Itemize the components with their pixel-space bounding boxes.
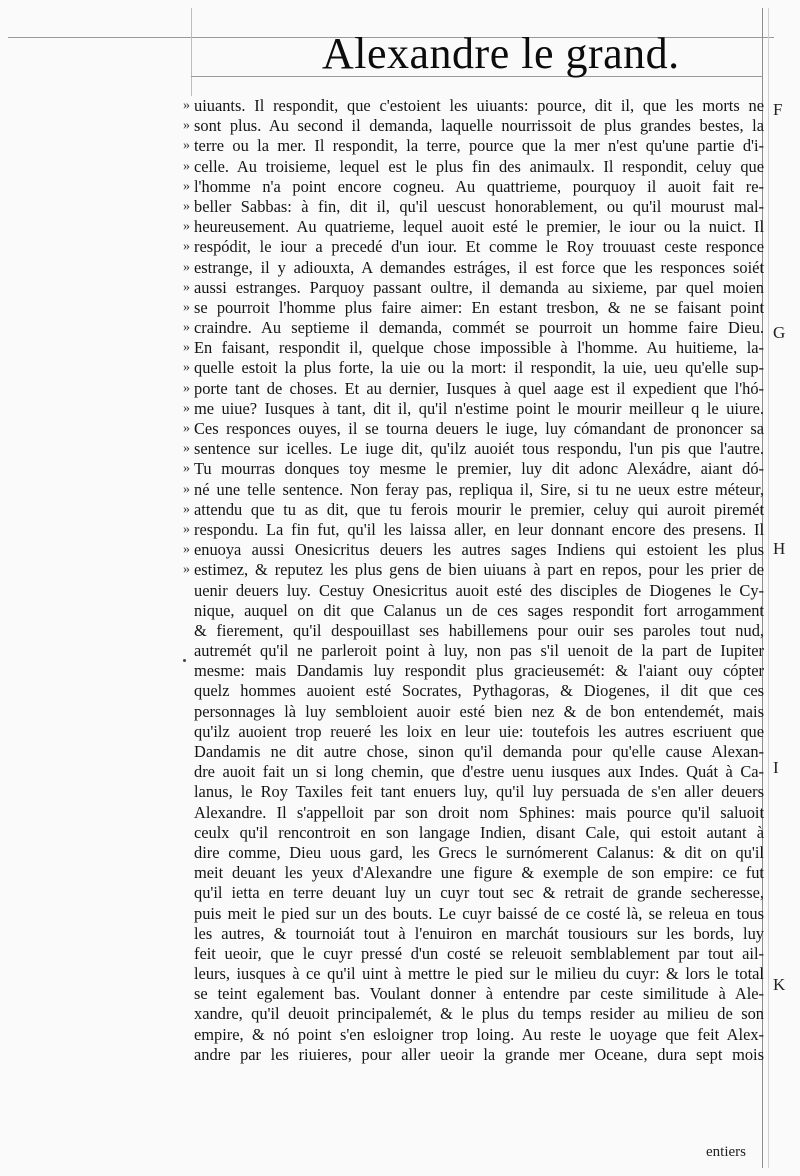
margin-quote-mark: » — [183, 299, 190, 315]
signature-mark-h: H — [773, 539, 786, 558]
text-line: Ces responces ouyes, il se tourna deuers le iuge, luy cómandant de prononcer sa — [194, 419, 764, 438]
margin-quote-mark: » — [183, 178, 190, 194]
text-line: & fierement, qu'il despouillast ses habillemens pour ouir ses paroles tout nud, — [194, 620, 764, 640]
margin-quote-mark: » — [183, 198, 190, 214]
margin-quote-mark: » — [183, 98, 190, 113]
text-line: Dandamis ne dit autre chose, sinon qu'il demanda pour qu'elle cause Alexan- — [194, 742, 764, 761]
margin-quote-mark: » — [183, 380, 190, 396]
text-line: attendu que tu as dit, que tu ferois mourir le premier, celuy qui auroit piremét — [194, 499, 764, 519]
text-line: nique, auquel on dit que Calanus un de ces sages respondit fort arrogamment — [194, 600, 764, 620]
text-line: quelz hommes auoient esté Socrates, Pythagoras, & Diogenes, il dit que ces — [194, 681, 764, 701]
margin-quote-mark: » — [183, 239, 190, 255]
text-line: respondu. La fin fut, qu'il les laissa aller, en leur donnant encore des presens. Il — [194, 519, 764, 539]
margin-dot — [183, 659, 186, 662]
signature-mark-g: G — [773, 323, 786, 342]
text-line: dire comme, Dieu uous gard, les Grecs le surnómerent Calanus: & dit on qu'il — [194, 842, 764, 862]
margin-quote-mark: » — [183, 360, 190, 376]
text-line: autremét qu'il ne parleroit point à luy, non pas s'il uenoit de la part de Iupiter — [194, 641, 764, 661]
signature-mark-i: I — [773, 758, 779, 777]
margin-quote-mark: » — [183, 219, 190, 235]
margin-quote-mark: » — [183, 481, 190, 497]
text-line: leurs, iusques à ce qu'il uint à mettre le pied sur le milieu du cuyr: & lors le total — [194, 964, 764, 984]
text-line: En faisant, respondit il, quelque chose impossible à l'homme. Au huitieme, la- — [194, 338, 764, 358]
margin-quote-mark: » — [183, 279, 190, 295]
text-line: ceulx qu'il rencontroit en son langage Indien, disant Cale, qui estoit autant à — [194, 822, 764, 842]
text-line: aussi estranges. Parquoy passant oultre, il demanda au sixieme, par quel moien — [194, 277, 764, 297]
text-line: mesme: mais Dandamis luy respondit plus gracieusemét: & l'aiant ouy cópter — [194, 661, 764, 681]
text-line: se pourroit l'homme plus faire aimer: En estant tresbon, & ne se faisant point — [194, 297, 764, 317]
text-line: né une telle sentence. Non feray pas, repliqua il, Sire, si tu ne ueux estre méteur, — [194, 479, 764, 499]
text-line: Alexandre. Il s'appelloit par son droit nom Sphines: mais pource qu'il saluoit — [194, 802, 764, 822]
text-line: celle. Au troisieme, lequel est le plus fin des animaulx. Il respondit, celuy que — [194, 156, 764, 176]
signature-mark-k: K — [773, 975, 786, 994]
margin-quote-mark: » — [183, 400, 190, 416]
margin-quote-mark: » — [183, 421, 190, 436]
margin-quote-mark: » — [183, 340, 190, 356]
catchword: entiers — [706, 1144, 746, 1160]
text-line: personnages là luy sembloient auoir esté bien nez & de bon entendemét, mais — [194, 701, 764, 721]
text-line: meit deuant les yeux d'Alexandre une figure & exemple de son empire: ce fut — [194, 863, 764, 883]
running-head: Alexandre le grand. — [322, 29, 680, 78]
text-line: porte tant de choses. Et au dernier, Iusques à quel aage est il expedient que l'hó- — [194, 378, 764, 398]
left-frame-rule — [191, 8, 192, 96]
text-line: qu'il ietta en terre deuant luy un cuyr tout sec & retrait de grande secheresse, — [194, 883, 764, 903]
text-line: l'homme n'a point encore cogneu. Au quattrieme, pourquoy il auoit fait re- — [194, 176, 764, 196]
text-line: sont plus. Au second il demanda, laquelle nourrissoit de plus grandes bestes, la — [194, 116, 764, 136]
margin-quote-mark: » — [183, 542, 190, 558]
text-line: enuoya aussi Onesicritus deuers les autres sages Indiens qui estoient les plus — [194, 540, 764, 560]
right-frame-rule-inner — [768, 8, 769, 1168]
text-line: dre auoit fait un si long chemin, que d'estre uenu iusques aux Indes. Quát à Ca- — [194, 762, 764, 782]
text-line: andre par les riuieres, pour aller ueoir la grande mer Oceane, dura sept mois — [194, 1044, 764, 1064]
text-line: quelle estoit la plus forte, la uie ou la mort: il respondit, la uie, ueu qu'elle sup- — [194, 358, 764, 378]
margin-quote-mark: » — [183, 461, 190, 477]
text-line: sentence sur icelles. Le iuge dit, qu'ilz auoiét tous respondu, l'un pis que l'autre. — [194, 439, 764, 459]
text-line: estrange, il y adiouxta, A demandes estráges, il est force que les responces soiét — [194, 257, 764, 277]
text-line: feit ueoir, que le cuyr pressé d'un costé se releuoit semblablement par tout ail- — [194, 943, 764, 963]
text-line: terre ou la mer. Il respondit, la terre, pource que la mer n'est qu'une partie d'i- — [194, 136, 764, 156]
body-text — [194, 96, 764, 1065]
text-line: estimez, & reputez les plus gens de bien uiuans à part en repos, pour les prier de — [194, 560, 764, 580]
text-line: uiuants. Il respondit, que c'estoient les uiuants: pource, dit il, que les morts ne — [194, 96, 764, 115]
margin-quote-mark: » — [183, 501, 190, 517]
margin-quote-mark: » — [183, 158, 190, 174]
text-line: Tu mourras donques toy mesme le premier, luy dit adonc Alexádre, aiant dó- — [194, 459, 764, 479]
margin-quote-mark: » — [183, 320, 190, 336]
margin-quote-mark: » — [183, 521, 190, 537]
text-line: puis meit le pied sur un des bouts. Le cuyr baissé de ce costé là, se releua en tous — [194, 903, 764, 923]
margin-quote-mark: » — [183, 259, 190, 275]
text-line: me uiue? Iusques à tant, dit il, qu'il n'estime point le mourir meilleur q le uiure. — [194, 398, 764, 418]
text-line: beller Sabbas: à fin, dit il, qu'il uescust honorablement, ou qu'il mourust mal- — [194, 196, 764, 216]
text-line: uenir deuers luy. Cestuy Onesicritus auoit esté des disciples de Diogenes le Cy- — [194, 580, 764, 600]
text-line: lanus, le Roy Taxiles feit tant enuers luy, qu'il luy persuada de s'en aller deuers — [194, 782, 764, 802]
signature-mark-f: F — [773, 100, 783, 119]
text-line: les autres, & tournoiát tout à l'enuiron en marchát tousiours sur les bords, luy — [194, 923, 764, 943]
margin-quote-marks — [168, 96, 190, 581]
text-line: empire, & nó point s'en esloigner trop loing. Au reste le uoyage que feit Alex- — [194, 1024, 764, 1044]
margin-quote-mark: » — [183, 441, 190, 457]
margin-quote-mark: » — [183, 138, 190, 154]
margin-quote-mark: » — [183, 118, 190, 134]
text-line: se teint egalement bas. Voulant donner à entendre par ceste similitude à Ale- — [194, 984, 764, 1004]
margin-quote-mark: » — [183, 562, 190, 578]
text-line: heureusement. Au quatrieme, lequel auoit esté le premier, le iour ou la nuict. Il — [194, 217, 764, 237]
text-line: craindre. Au septieme il demanda, commét se pourroit un homme faire Dieu. — [194, 318, 764, 338]
text-line: qu'ilz auoient trop reueré les loix en leur uie: toutefois les autres escriuent que — [194, 721, 764, 741]
text-line: xandre, qu'il deuoit principalemét, & le plus du temps resider au milieu de son — [194, 1004, 764, 1024]
text-line: respódit, le iour a precedé d'un iour. Et comme le Roy trouuast ceste responce — [194, 237, 764, 257]
